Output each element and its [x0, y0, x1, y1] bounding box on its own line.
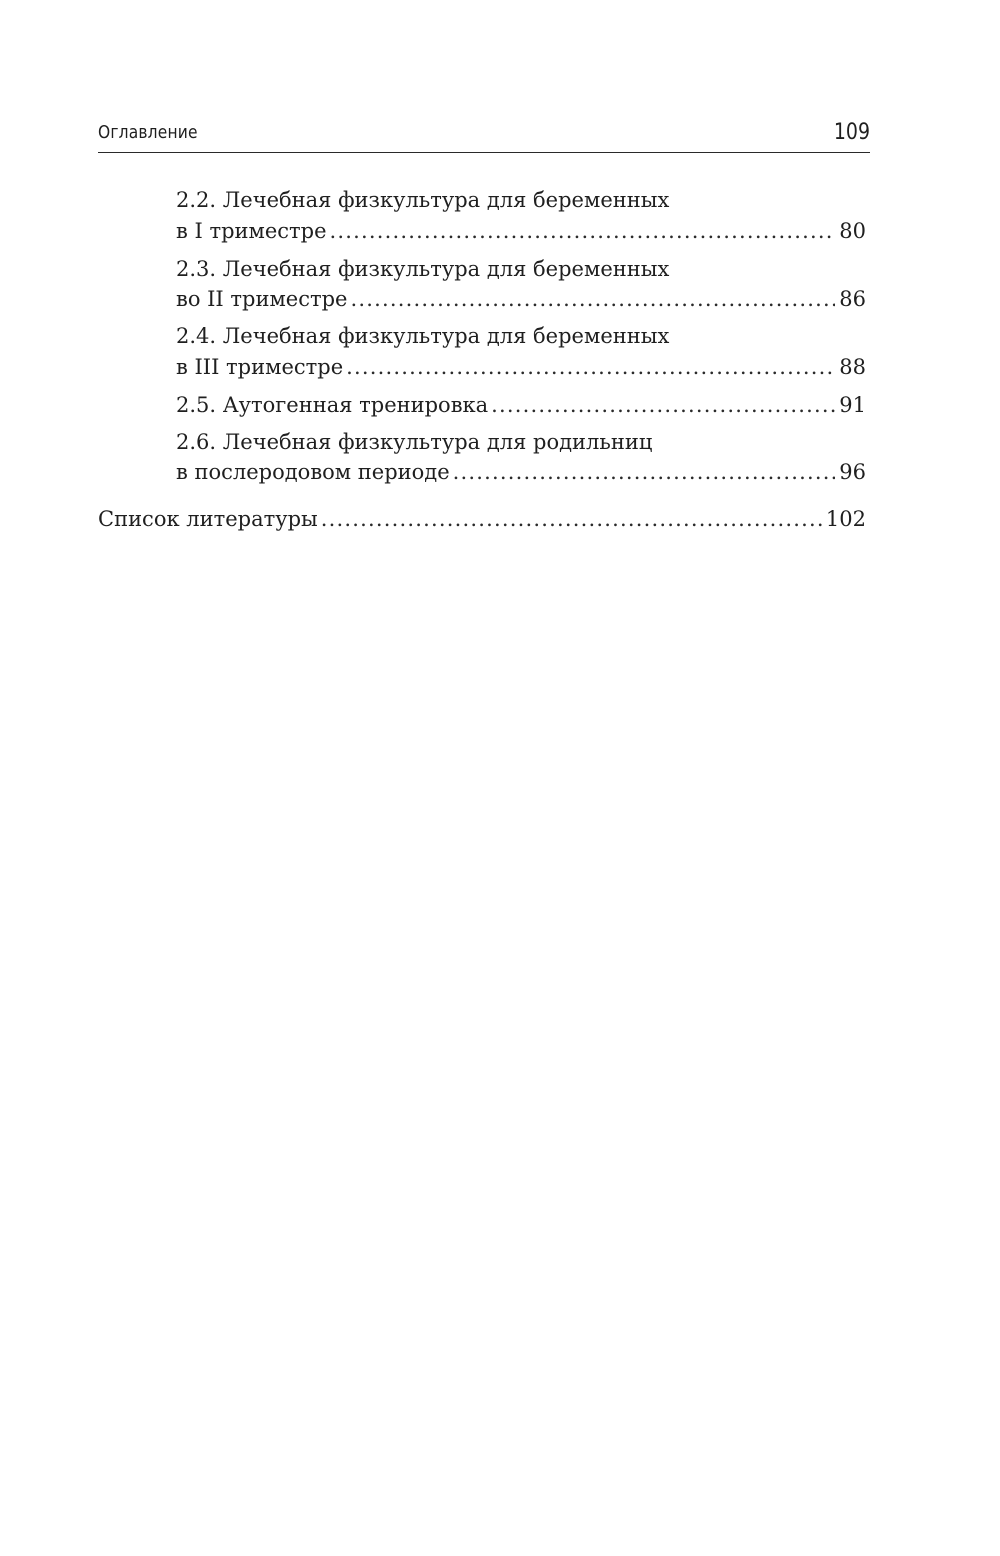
toc-entry-2-5	[176, 390, 866, 420]
page-number: 109	[833, 120, 870, 145]
dot-leader	[453, 457, 836, 487]
toc-entry-page: 102	[825, 507, 866, 531]
toc-entry-title: 2.5. Аутогенная тренировка	[176, 393, 489, 417]
toc-entry-title: 2.4. Лечебная физкультура для беременных	[176, 324, 670, 348]
dot-leader	[350, 284, 835, 314]
toc-entry-title: 2.6. Лечебная физкультура для родильниц	[176, 430, 653, 454]
dot-leader	[491, 390, 835, 420]
toc-entry-title: 2.3. Лечебная физкультура для беременных	[176, 257, 670, 281]
toc-entry-page: 91	[839, 393, 866, 417]
toc-entry-page: 88	[839, 355, 866, 379]
running-head	[98, 112, 870, 153]
toc-entry-title-continued: во II триместре	[176, 287, 348, 311]
toc-entry-2-2-last-line	[176, 216, 866, 246]
toc-entry-page: 86	[839, 287, 866, 311]
toc-entry-title-continued: в I триместре	[176, 219, 327, 243]
toc-entry-2-6-title	[176, 427, 870, 457]
running-title: Оглавление	[98, 122, 198, 143]
toc-entry-2-3-last-line	[176, 284, 866, 314]
toc-entry-title-continued: в III триместре	[176, 355, 344, 379]
toc-entry-2-4-last-line	[176, 352, 866, 382]
toc-entry-2-6-last-line	[176, 457, 866, 487]
toc-entry-page: 96	[839, 460, 866, 484]
toc-entry-title-continued: в послеродовом периоде	[176, 460, 450, 484]
toc-entry-2-4-title	[176, 321, 870, 351]
toc-entry-2-3-title	[176, 254, 870, 284]
dot-leader	[321, 504, 822, 534]
toc-entry-title: 2.2. Лечебная физкультура для беременных	[176, 188, 670, 212]
toc-entry-2-2-title	[176, 185, 870, 215]
dot-leader	[346, 352, 835, 382]
toc-entry-page: 80	[839, 219, 866, 243]
toc-entry-title: Список литературы	[98, 507, 318, 531]
toc-entry-bibliography	[98, 504, 866, 534]
dot-leader	[330, 216, 836, 246]
